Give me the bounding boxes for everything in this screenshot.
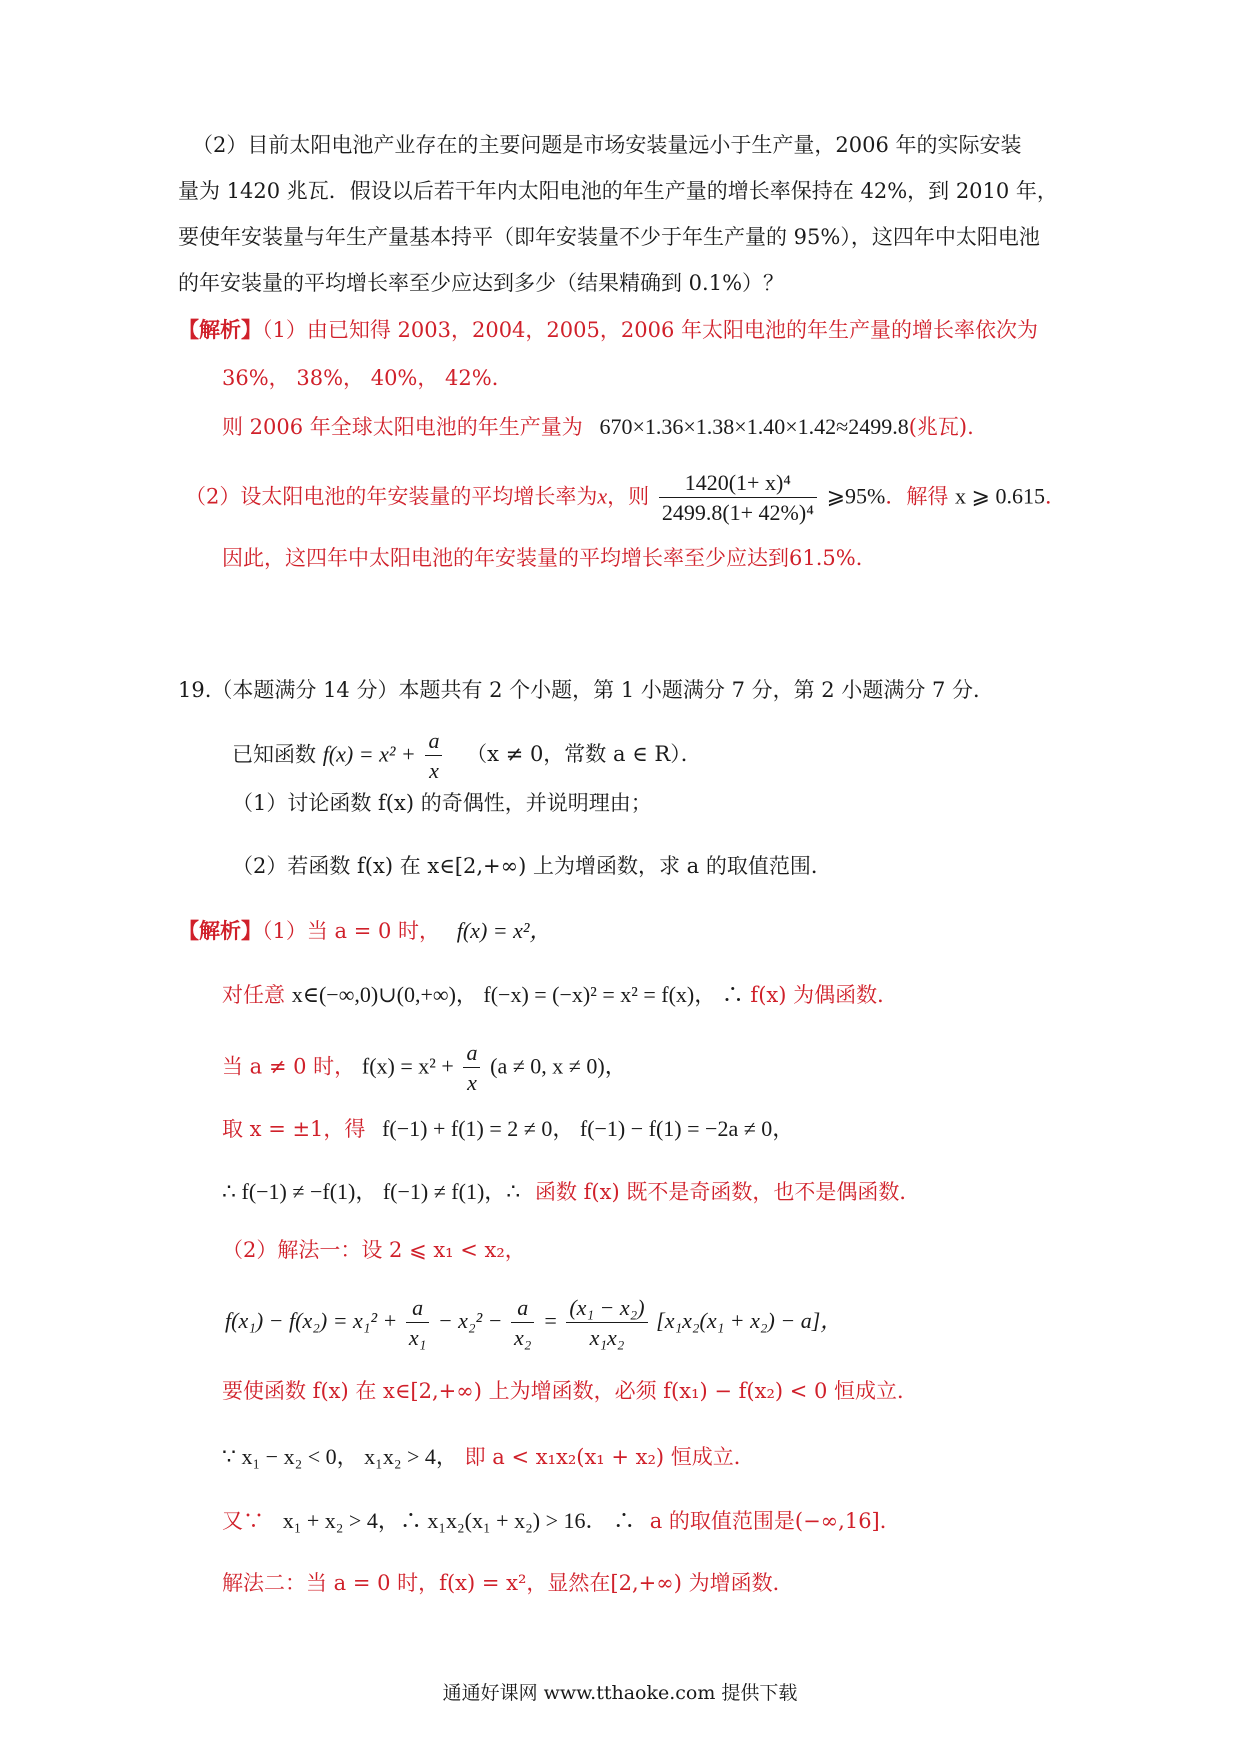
solution19-s9: [222, 1443, 755, 1471]
solution19-s10-end: a 的取值范围是(−∞,16]．: [649, 1509, 901, 1533]
solution19-s10-math: x₁ + x₂ > 4，∴ x₁x₂(x₁ + x₂) > 16． ∴: [282, 1508, 635, 1533]
solution-tag: 【解析】: [178, 317, 262, 342]
solution19-s11: 解法二：当 a = 0 时，f(x) = x²，显然在[2,+∞) 为增函数．: [222, 1571, 794, 1595]
solution18-p3-var: x: [597, 483, 608, 509]
solution18-result: x ⩾ 0.615: [955, 483, 1045, 509]
fraction-numerator: (x₁ − x₂): [566, 1295, 647, 1323]
fraction-numerator: a: [425, 728, 442, 756]
solution19-s3-text: 当 a ≠ 0 时，: [222, 1054, 356, 1079]
problem19-q1: （1）讨论函数 f(x) 的奇偶性，并说明理由；: [232, 791, 652, 815]
solution19-s10: [222, 1507, 901, 1535]
solution18-p2-unit: (兆瓦).: [908, 415, 974, 439]
solution19-s4-math: f(−1) + f(1) = 2 ≠ 0， f(−1) − f(1) = −2a ≠ 0，: [382, 1116, 795, 1141]
problem18-line3: 要使年安装量与年生产量基本持平（即年安装量不少于年生产量的 95%），这四年中太阳电池: [178, 225, 1040, 249]
problem18-line4: 的年安装量的平均增长率至少应达到多少（结果精确到 0.1%）？: [178, 271, 785, 295]
problem19-given-func: f(x) = x² +: [322, 741, 416, 767]
solution19-s9-text: 即 a < x₁x₂(x₁ + x₂) 恒成立．: [464, 1445, 755, 1469]
problem19-given-fraction: [425, 728, 442, 784]
solution18-part2: [185, 470, 1066, 526]
solution19-s1: [178, 917, 551, 945]
fraction-denominator: x₁x₂: [589, 1325, 625, 1351]
solution19-s3: [222, 1040, 627, 1096]
solution18-rates: 36%， 38%， 40%， 42%．: [222, 366, 513, 390]
fraction-denominator: x₂: [514, 1325, 532, 1351]
problem19-q2: （2）若函数 f(x) 在 x∈[2,+∞) 上为增函数，求 a 的取值范围．: [232, 854, 832, 878]
solution19-s7-fraction3: [566, 1295, 647, 1351]
problem19-header: 19.（本题满分 14 分）本题共有 2 个小题，第 1 小题满分 7 分，第 2 小题满分 7 分．: [178, 678, 995, 702]
solution19-s7-lhs: f(x₁) − f(x₂) = x₁² +: [225, 1307, 398, 1333]
fraction-denominator: x: [429, 758, 439, 784]
solution19-s2-math: x∈(−∞,0)∪(0,+∞)， f(−x) = (−x)² = x² = f(x)， ∴: [291, 982, 744, 1007]
solution19-s1-math: f(x) = x²，: [456, 918, 552, 943]
problem19-given-cond: （x ≠ 0，常数 a ∈ R）．: [466, 742, 702, 767]
fraction-denominator: x₁: [408, 1325, 427, 1351]
solution19-s2-text: 对任意: [222, 983, 285, 1007]
solution18-fraction: [659, 470, 817, 526]
solution19-s3-cond: (a ≠ 0, x ≠ 0)，: [490, 1053, 627, 1079]
solution19-s4: [222, 1115, 794, 1143]
solution18-p3-text: （2）设太阳电池的年安装量的平均增长率为: [185, 484, 598, 509]
solution19-s6: （2）解法一：设 2 ⩽ x₁ < x₂，: [222, 1238, 526, 1262]
fraction-denominator: 2499.8(1+ 42%)⁴: [661, 500, 814, 526]
solution19-s10-text: 又∵: [222, 1509, 264, 1533]
solution18-part1: [178, 317, 1038, 343]
solution19-s7-rhs: [x₁x₂(x₁ + x₂) − a]，: [656, 1307, 843, 1333]
solution19-s5-text: 函数 f(x) 既不是奇函数，也不是偶函数．: [534, 1180, 921, 1204]
fraction-denominator: x: [467, 1070, 477, 1096]
problem18-line1: （2）目前太阳电池产业存在的主要问题是市场安装量远小于生产量，2006 年的实际安装: [192, 133, 1022, 157]
solution18-conclusion: 因此，这四年中太阳电池的年安装量的平均增长率至少应达到61.5%．: [222, 546, 877, 570]
solution19-s1-text: （1）当 a = 0 时，: [262, 919, 441, 943]
solution19-s2-end: f(x) 为偶函数．: [750, 983, 899, 1007]
solution18-p1: （1）由已知得 2003，2004，2005，2006 年太阳电池的年生产量的增长率依次为: [262, 318, 1038, 342]
solution18-p3-solve: ．解得: [885, 484, 949, 509]
solution19-s7-eq: =: [542, 1307, 558, 1333]
solution19-s3-math: f(x) = x² +: [361, 1053, 454, 1079]
solution19-s8: 要使函数 f(x) 在 x∈[2,+∞) 上为增函数，必须 f(x₁) − f(x₂) < 0 恒成立．: [222, 1379, 919, 1403]
solution19-s7-fraction2: [511, 1295, 534, 1351]
solution18-p2-text: 则 2006 年全球太阳电池的年生产量为: [222, 415, 583, 439]
solution19-s9-math: ∵ x₁ − x₂ < 0， x₁x₂ > 4，: [222, 1444, 458, 1469]
solution19-s7-fraction1: [406, 1295, 429, 1351]
fraction-numerator: a: [511, 1295, 534, 1323]
fraction-numerator: a: [406, 1295, 429, 1323]
solution19-s5: [222, 1178, 920, 1206]
solution19-s3-fraction: [463, 1040, 480, 1096]
solution18-p3-then: ，则: [607, 484, 650, 509]
fraction-numerator: a: [463, 1040, 480, 1068]
page-footer: 通通好课网 www.tthaoke.com 提供下载: [442, 1682, 798, 1704]
solution19-s4-text: 取 x = ±1，得: [222, 1117, 366, 1141]
problem19-given-text: 已知函数: [232, 742, 316, 767]
problem18-line2: 量为 1420 兆瓦．假设以后若干年内太阳电池的年生产量的增长率保持在 42%，到 2010 年，: [178, 179, 1058, 203]
solution18-ineq: ⩾95%: [826, 483, 886, 509]
solution18-p2-math: 670×1.36×1.38×1.40×1.42≈2499.8: [599, 414, 909, 439]
solution19-s7: [225, 1295, 842, 1351]
solution19-s5-math: ∴ f(−1) ≠ −f(1)， f(−1) ≠ f(1)，∴: [222, 1179, 521, 1204]
solution19-s7-mid: − x₂² −: [437, 1307, 503, 1333]
solution18-p3-end: ．: [1044, 484, 1066, 509]
solution18-production: [222, 413, 974, 441]
solution-tag: 【解析】: [178, 918, 262, 943]
solution19-s2: [222, 981, 898, 1009]
fraction-numerator: 1420(1+ x)⁴: [659, 470, 817, 498]
problem19-given: [232, 728, 702, 784]
